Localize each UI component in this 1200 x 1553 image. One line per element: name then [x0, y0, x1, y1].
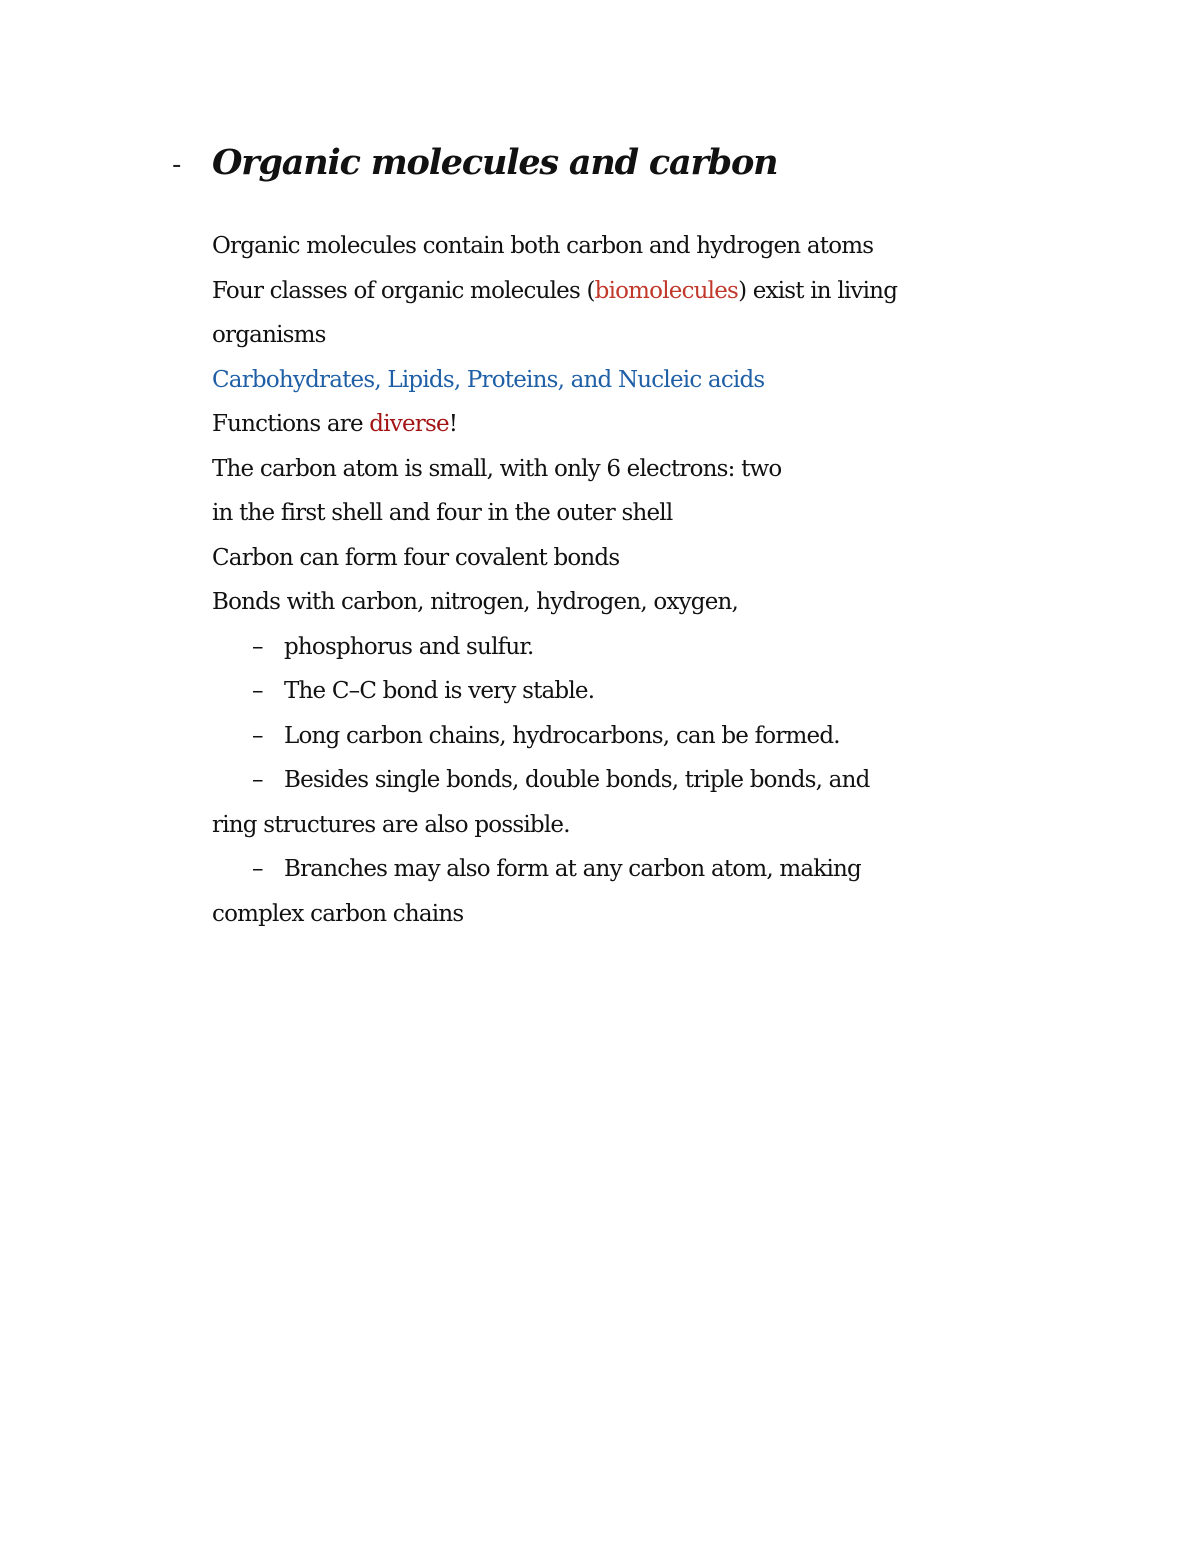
line-four-classes	[212, 269, 1092, 314]
bullet-text: Besides single bonds, double bonds, triple bonds, and	[284, 767, 870, 793]
heading-dash: -	[172, 150, 182, 180]
line-organic-definition: Organic molecules contain both carbon and hydrogen atoms	[212, 233, 874, 259]
text: Functions are	[212, 411, 370, 437]
text: !	[448, 411, 458, 437]
line-electron-shells: in the first shell and four in the outer shell	[212, 500, 673, 526]
bullet-dash: –	[252, 678, 263, 704]
bullet-branches-continued: complex carbon chains	[212, 900, 464, 927]
bullet-text: Branches may also form at any carbon atom, making	[284, 856, 861, 882]
bullet-dash: –	[252, 633, 263, 660]
highlight-diverse: diverse	[369, 411, 449, 437]
line-organisms: organisms	[212, 322, 326, 348]
bullet-text: The C–C bond is very stable.	[284, 678, 595, 704]
bullet-text: phosphorus and sulfur.	[284, 633, 534, 660]
bullet-bond-types-continued: ring structures are also possible.	[212, 811, 570, 838]
bullet-bond-types	[212, 758, 1092, 803]
bullet-dash: –	[252, 722, 263, 749]
bullet-dash: –	[252, 856, 263, 882]
line-covalent-bonds: Carbon can form four covalent bonds	[212, 544, 620, 571]
line-carbon-atom: The carbon atom is small, with only 6 electrons: two	[212, 455, 782, 482]
highlight-biomolecules: biomolecules	[594, 277, 739, 304]
bullet-phosphorus	[212, 625, 1092, 670]
line-biomolecule-list: Carbohydrates, Lipids, Proteins, and Nucleic acids	[212, 366, 765, 393]
bullet-branches	[212, 847, 1092, 892]
bullet-dash: –	[252, 767, 263, 793]
line-functions	[212, 402, 1092, 447]
bullet-cc-bond	[212, 669, 1092, 714]
heading-title: Organic molecules and carbon	[212, 142, 778, 183]
bullet-text: Long carbon chains, hydrocarbons, can be formed.	[284, 722, 840, 749]
section-heading	[172, 142, 1072, 194]
text: ) exist in living	[738, 277, 898, 304]
document-body	[212, 224, 1092, 936]
text: Four classes of organic molecules (	[212, 277, 595, 304]
line-bonds-with: Bonds with carbon, nitrogen, hydrogen, oxygen,	[212, 589, 739, 615]
bullet-long-chains	[212, 714, 1092, 759]
